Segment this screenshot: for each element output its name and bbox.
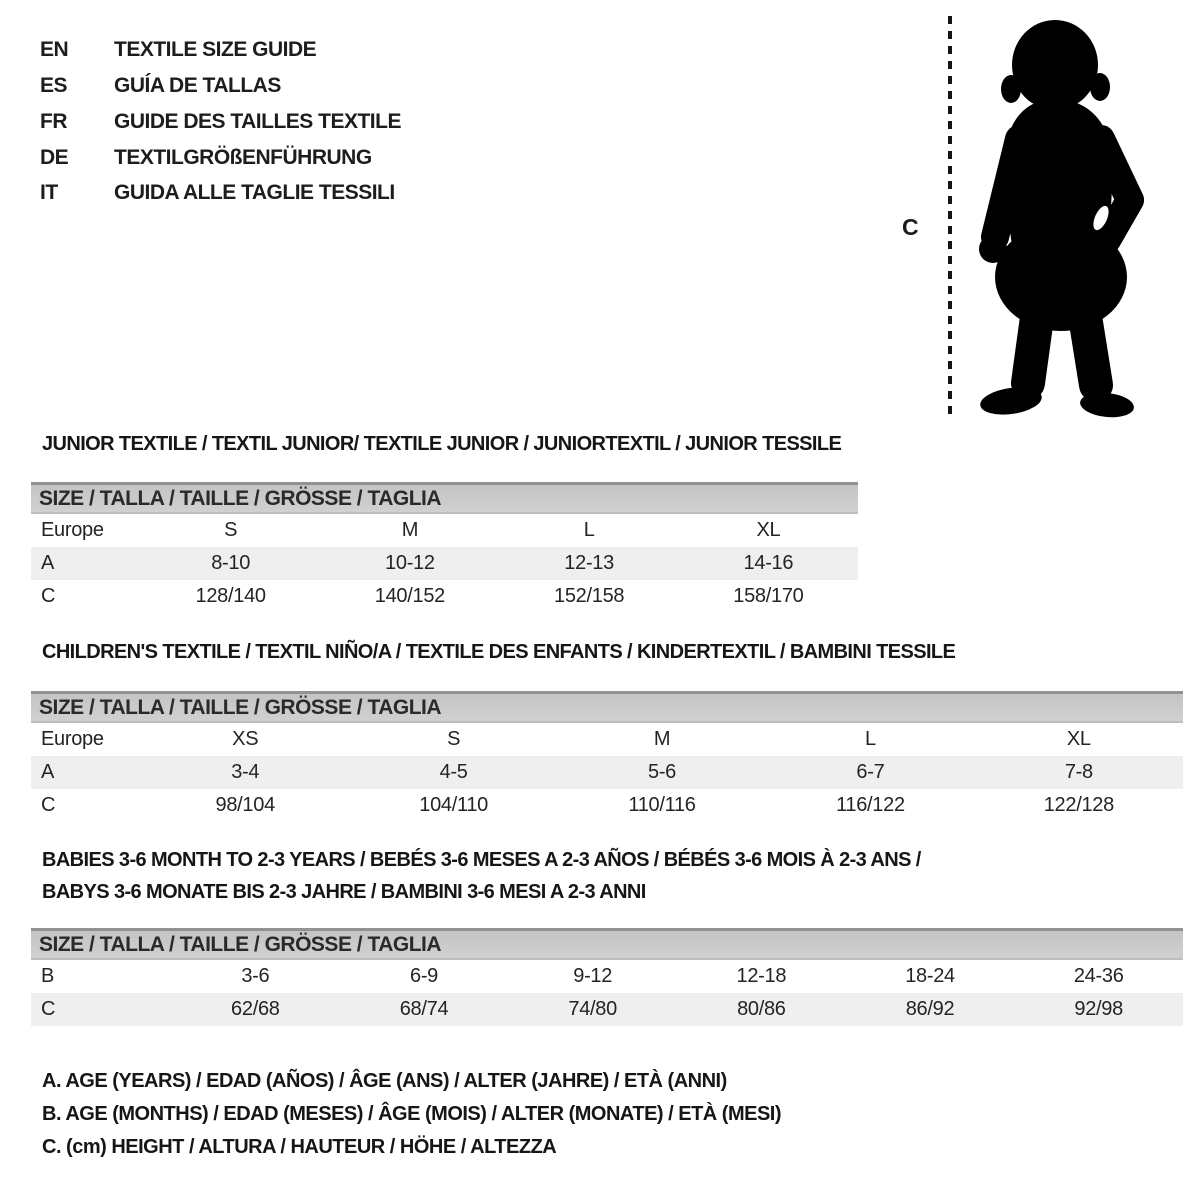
height-cell: 98/104 — [215, 794, 275, 816]
age-cell: 9-12 — [573, 965, 613, 987]
junior-section-title: JUNIOR TEXTILE / TEXTIL JUNIOR/ TEXTILE JUNIOR / JUNIORTEXTIL / JUNIOR TESSILE — [42, 433, 842, 455]
row-label: C — [41, 585, 56, 607]
table-row — [31, 723, 1183, 756]
table-row — [31, 580, 858, 613]
height-cell: 62/68 — [231, 998, 280, 1020]
height-cell: 122/128 — [1043, 794, 1114, 816]
lang-title: TEXTILGRÖßENFÜHRUNG — [114, 146, 372, 169]
lang-row-fr — [40, 110, 401, 136]
row-label: A — [41, 761, 55, 783]
age-cell: 18-24 — [905, 965, 955, 987]
age-cell: 6-9 — [410, 965, 439, 987]
lang-row-de — [40, 146, 372, 172]
junior-table — [31, 482, 858, 613]
lang-code: IT — [40, 181, 58, 204]
lang-row-it — [40, 181, 395, 207]
age-cell: 12-13 — [564, 552, 614, 574]
table-row — [31, 547, 858, 580]
height-cell: 68/74 — [399, 998, 449, 1020]
babies-table — [31, 928, 1183, 1026]
size-cell: M — [401, 519, 419, 541]
lang-row-en — [40, 38, 316, 64]
row-label: Europe — [41, 519, 104, 541]
legend-age-months: B. AGE (MONTHS) / EDAD (MESES) / ÂGE (MOIS) / ALTER (MONATE) / ETÀ (MESI) — [42, 1103, 782, 1125]
age-cell: 4-5 — [439, 761, 468, 783]
size-cell: L — [583, 519, 595, 541]
lang-code: DE — [40, 146, 69, 169]
size-cell: L — [865, 728, 876, 750]
table-row — [31, 789, 1183, 822]
row-label: C — [41, 794, 56, 816]
table-row — [31, 756, 1183, 789]
size-cell: XL — [756, 519, 781, 541]
size-cell: S — [224, 519, 238, 541]
height-cell: 128/140 — [195, 585, 266, 607]
size-cell: XS — [232, 728, 259, 750]
children-section-title: CHILDREN'S TEXTILE / TEXTIL NIÑO/A / TEXTILE DES ENFANTS / KINDERTEXTIL / BAMBINI TESSILE — [42, 641, 956, 663]
height-cell: 158/170 — [733, 585, 804, 607]
age-cell: 7-8 — [1064, 761, 1093, 783]
children-table — [31, 691, 1183, 822]
table-row — [31, 960, 1183, 993]
height-cell: 86/92 — [905, 998, 955, 1020]
lang-title: TEXTILE SIZE GUIDE — [114, 38, 317, 61]
babies-size-header-bar: SIZE / TALLA / TAILLE / GRÖSSE / TAGLIA — [31, 928, 1183, 960]
age-cell: 8-10 — [211, 552, 251, 574]
lang-code: EN — [40, 38, 69, 61]
row-label: B — [41, 965, 55, 987]
height-cell: 74/80 — [568, 998, 617, 1020]
size-cell: XL — [1066, 728, 1091, 750]
height-dashed-line — [948, 16, 952, 418]
babies-section-title-line1: BABIES 3-6 MONTH TO 2-3 YEARS / BEBÉS 3-6 MESES A 2-3 AÑOS / BÉBÉS 3-6 MOIS À 2-3 ANS / — [42, 849, 921, 871]
lang-title: GUIDA ALLE TAGLIE TESSILI — [114, 181, 395, 204]
size-cell: S — [447, 728, 461, 750]
lang-code: ES — [40, 74, 68, 97]
age-cell: 14-16 — [743, 552, 794, 574]
age-cell: 10-12 — [385, 552, 435, 574]
height-cell: 116/122 — [836, 794, 905, 816]
age-cell: 5-6 — [648, 761, 677, 783]
lang-title: GUÍA DE TALLAS — [114, 74, 281, 97]
babies-section-title-line2: BABYS 3-6 MONATE BIS 2-3 JAHRE / BAMBINI 3-6 MESI A 2-3 ANNI — [42, 881, 646, 903]
height-cell: 110/116 — [628, 794, 696, 816]
lang-row-es — [40, 74, 281, 100]
lang-code: FR — [40, 110, 67, 133]
height-cell: 92/98 — [1074, 998, 1123, 1020]
table-row — [31, 514, 858, 547]
junior-size-header-bar: SIZE / TALLA / TAILLE / GRÖSSE / TAGLIA — [31, 482, 858, 514]
height-cell: 104/110 — [419, 794, 488, 816]
row-label: Europe — [41, 728, 104, 750]
age-cell: 24-36 — [1073, 965, 1124, 987]
children-size-header-bar: SIZE / TALLA / TAILLE / GRÖSSE / TAGLIA — [31, 691, 1183, 723]
table-row — [31, 993, 1183, 1026]
toddler-silhouette — [955, 15, 1155, 420]
age-cell: 3-6 — [241, 965, 270, 987]
height-cell: 80/86 — [737, 998, 786, 1020]
height-cell: 152/158 — [554, 585, 625, 607]
legend-age-years: A. AGE (YEARS) / EDAD (AÑOS) / ÂGE (ANS) / ALTER (JAHRE) / ETÀ (ANNI) — [42, 1070, 727, 1092]
age-cell: 6-7 — [856, 761, 885, 783]
lang-title: GUIDE DES TAILLES TEXTILE — [114, 110, 401, 133]
size-cell: M — [653, 728, 671, 750]
height-cell: 140/152 — [374, 585, 445, 607]
row-label: C — [41, 998, 56, 1020]
age-cell: 3-4 — [231, 761, 260, 783]
height-measure-label: C — [902, 214, 919, 240]
row-label: A — [41, 552, 55, 574]
age-cell: 12-18 — [736, 965, 787, 987]
legend-height-cm: C. (cm) HEIGHT / ALTURA / HAUTEUR / HÖHE / ALTEZZA — [42, 1136, 557, 1158]
